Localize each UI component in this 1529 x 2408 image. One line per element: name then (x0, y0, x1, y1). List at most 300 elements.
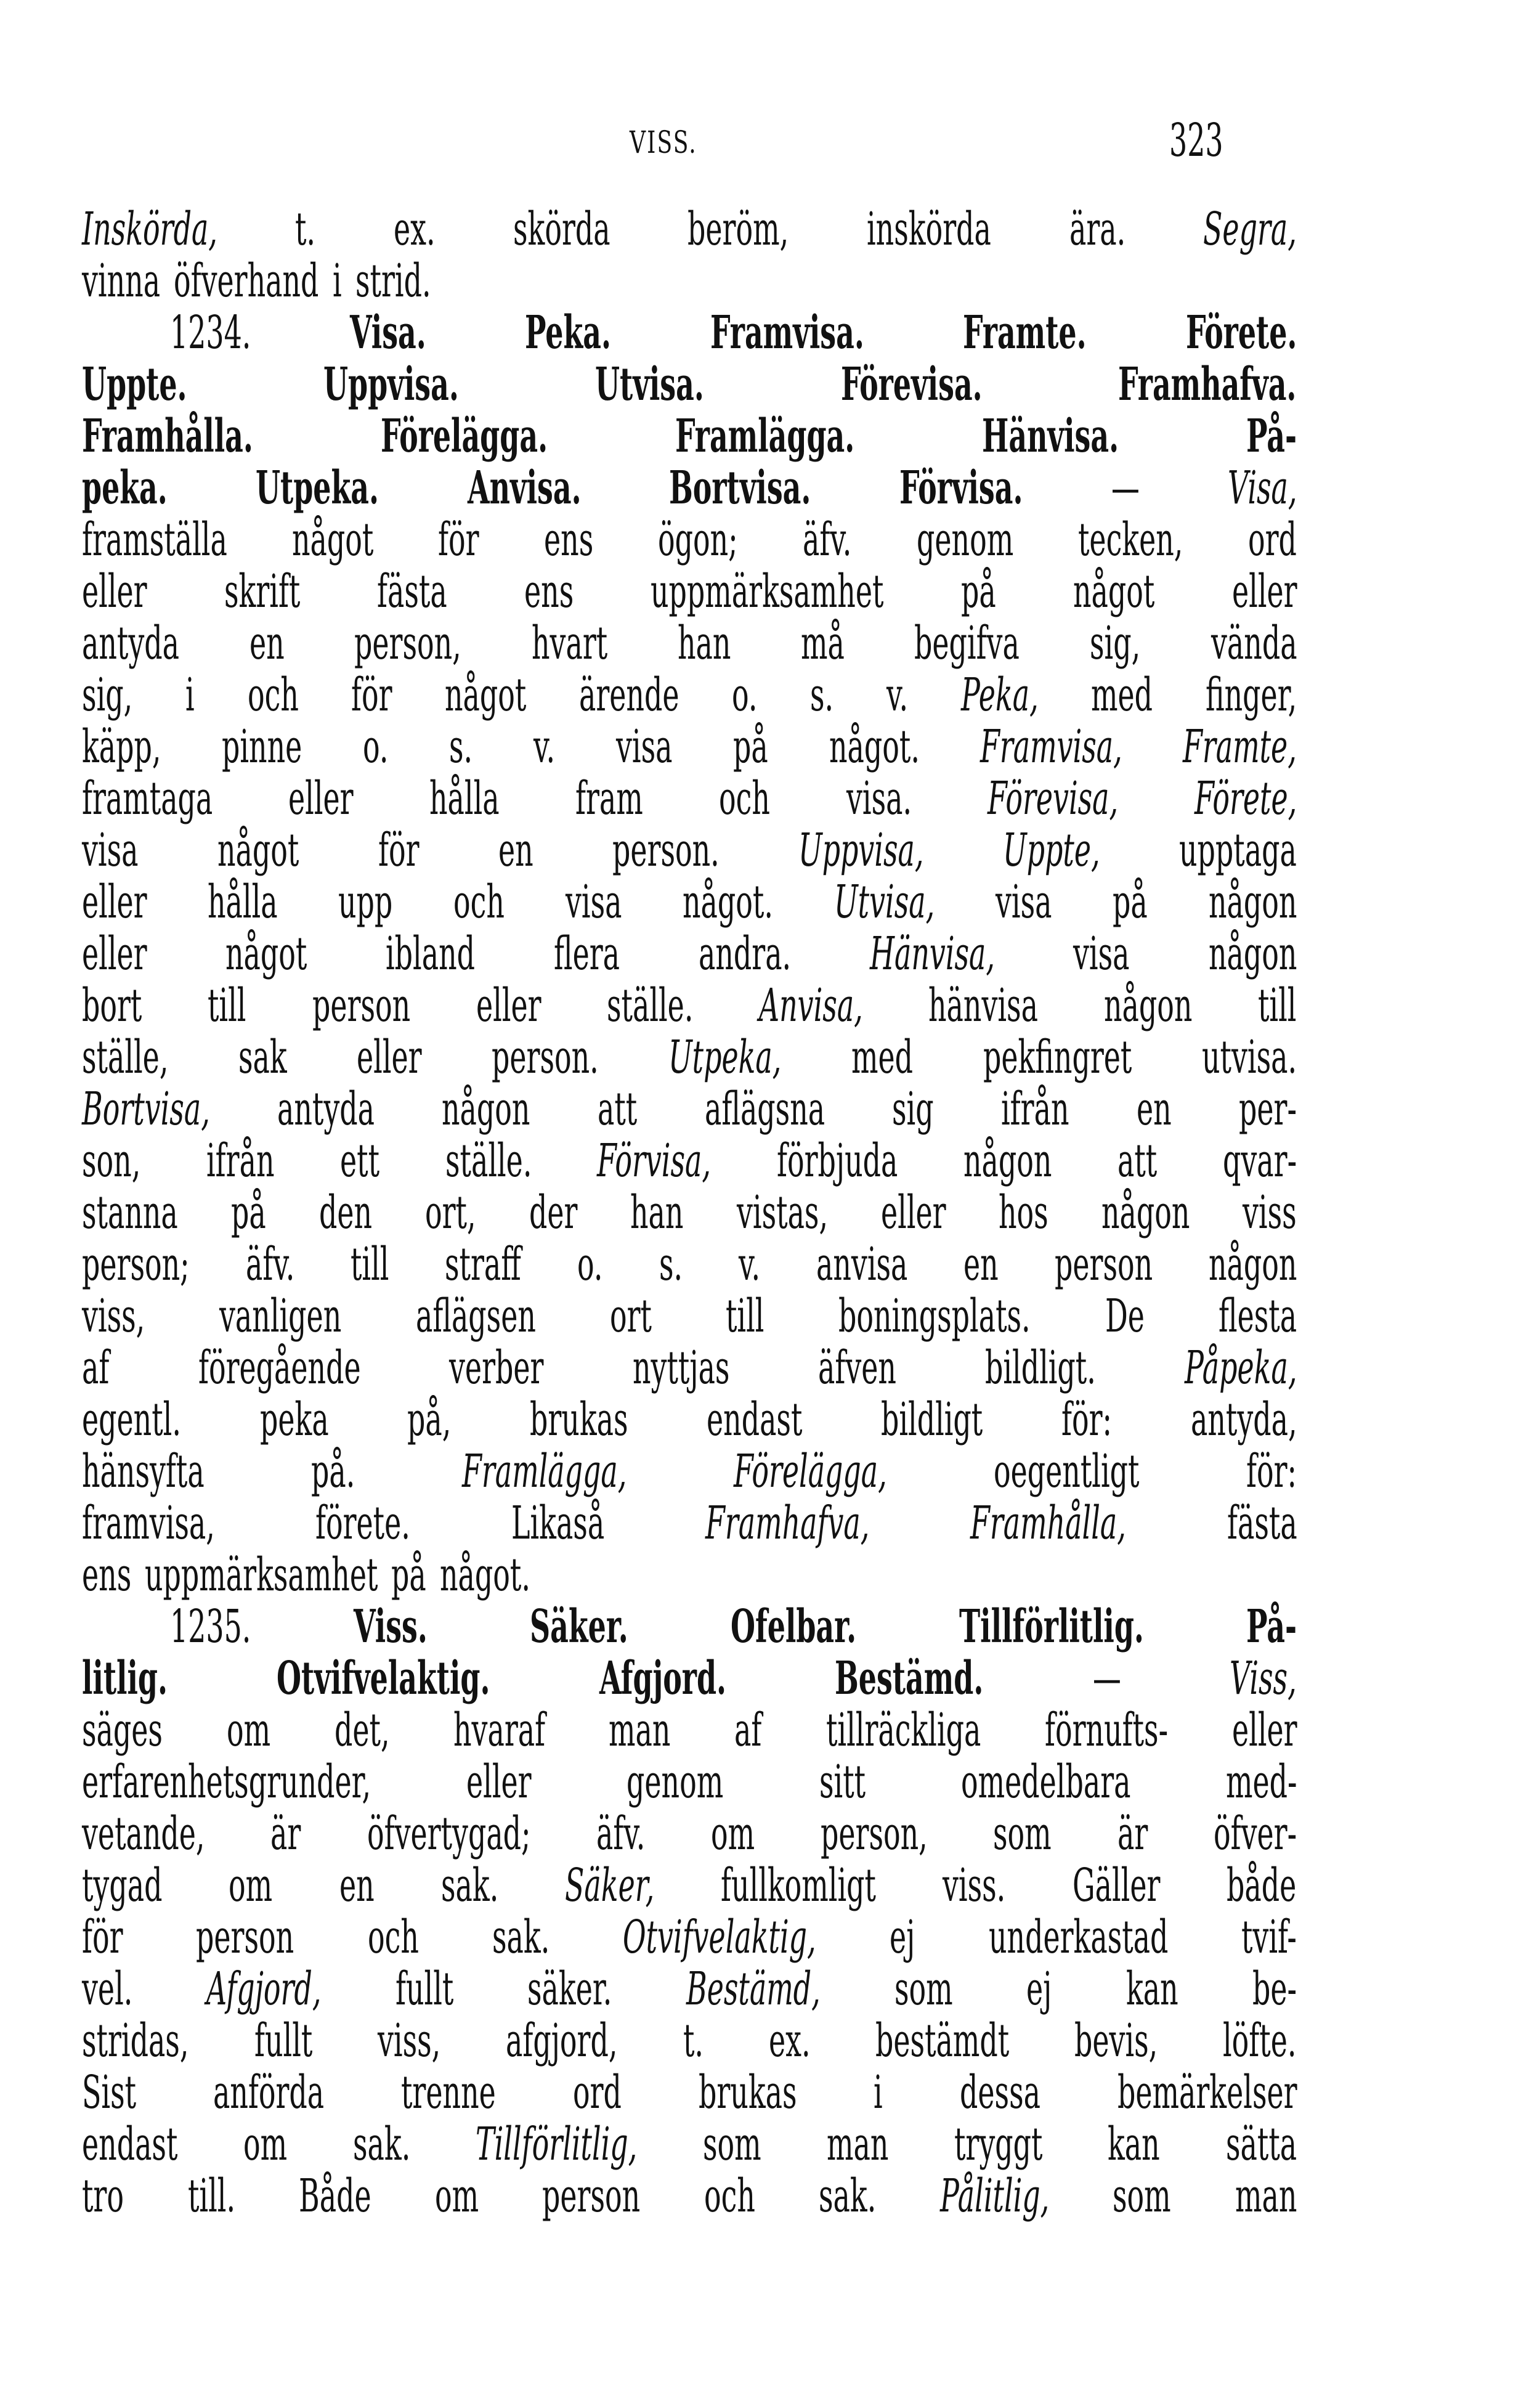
word: vetande, (82, 1807, 205, 1860)
word: den (318, 1186, 372, 1239)
text-line (82, 566, 1297, 617)
text-line (82, 1342, 1297, 1394)
word: att (1117, 1134, 1157, 1187)
text-line-content (82, 980, 1297, 1031)
text-line (82, 617, 1297, 669)
word: ögon; (658, 513, 738, 566)
word: De (1105, 1290, 1145, 1343)
word: t. (295, 203, 316, 256)
word: tecken, (1078, 513, 1183, 566)
word: någon (1101, 1186, 1190, 1239)
word: löfte. (1223, 2014, 1297, 2067)
text-line-content (82, 2170, 1297, 2222)
word: framställa (82, 513, 227, 566)
word: beröm, (687, 203, 789, 256)
word: kan (1108, 2118, 1161, 2171)
italic-term: Förete, (1194, 772, 1297, 825)
headword: Tillförlitlig. (959, 1600, 1144, 1653)
word: för (378, 824, 420, 877)
word: Sist (82, 2066, 137, 2119)
word: bort (82, 979, 142, 1032)
word: tvif- (1241, 1911, 1297, 1964)
word: pinne (221, 720, 302, 773)
word: man (609, 1704, 671, 1757)
word: fullt (254, 2014, 312, 2067)
headword: Anvisa. (467, 462, 582, 515)
word: verber (448, 1341, 544, 1394)
text-line (82, 1290, 1297, 1342)
word: ex. (768, 2014, 811, 2067)
word: o. (731, 669, 758, 722)
word: uppmärksamhet (144, 1548, 378, 1601)
text-line (82, 1031, 1297, 1083)
word: fullt (395, 1963, 454, 2015)
word: sig (892, 1083, 934, 1136)
word: t. (683, 2014, 704, 2067)
word: tillräckliga (825, 1704, 981, 1757)
word: ex. (393, 203, 436, 256)
word: någon (963, 1134, 1052, 1187)
word: må (800, 617, 845, 670)
word: sätta (1225, 2118, 1297, 2171)
word: son, (82, 1134, 141, 1187)
italic-term: Inskörda, (82, 203, 217, 256)
text-line (170, 1601, 1297, 1653)
text-line (82, 2170, 1297, 2222)
word: öfver- (1213, 1807, 1297, 1860)
word: be- (1252, 1963, 1297, 2015)
word: flesta (1218, 1290, 1297, 1343)
headword: Framhålla. (82, 410, 253, 463)
italic-term: Otvifvelaktig, (623, 1911, 816, 1964)
word: i (332, 254, 342, 307)
word: om (229, 1859, 273, 1912)
page-number: 323 (1169, 114, 1223, 167)
word: både (1227, 1859, 1297, 1912)
text-line (82, 514, 1297, 566)
text-line (82, 1653, 1297, 1704)
word: per- (1238, 1083, 1297, 1136)
word: person, (820, 1807, 928, 1860)
text-line-content (82, 1756, 1297, 1808)
text-line (170, 307, 1297, 359)
word: på (960, 565, 996, 618)
text-line-content (82, 2067, 1297, 2118)
text-line (82, 2015, 1297, 2067)
headword: Bortvisa. (669, 462, 811, 515)
word: — (1092, 1652, 1121, 1705)
word: som (1113, 2170, 1172, 2223)
word: för: (1246, 1445, 1297, 1498)
italic-term: Förvisa, (597, 1134, 712, 1187)
word: tro (82, 2170, 124, 2223)
text-line-content (82, 1963, 1297, 2015)
headword: Afgjord. (599, 1652, 726, 1705)
word: 1234. (170, 306, 251, 359)
text-line-content (82, 255, 1297, 307)
headword: Framlägga. (675, 410, 854, 463)
word: något (1073, 565, 1155, 618)
word: till (350, 1238, 389, 1291)
text-line-content (82, 203, 1297, 255)
text-line (82, 255, 1297, 307)
word: skörda (513, 203, 610, 256)
word: framvisa, (82, 1497, 215, 1550)
word: någon (1208, 927, 1297, 980)
text-line-content (82, 2015, 1297, 2067)
text-line-content (82, 1083, 1297, 1135)
word: eller (1231, 1704, 1297, 1757)
word: hänvisa (928, 979, 1039, 1032)
word: framtaga (82, 772, 213, 825)
word: begifva (914, 617, 1020, 670)
word: för (351, 669, 392, 722)
word: ställe. (607, 979, 694, 1032)
word: för (82, 1911, 123, 1964)
word: som (992, 1807, 1052, 1860)
word: ens (543, 513, 594, 566)
word: äfv. (596, 1807, 646, 1860)
word: något (225, 927, 307, 980)
word: hänsyfta (82, 1445, 205, 1498)
word: till. (187, 2170, 235, 2223)
word: Likaså (511, 1497, 604, 1550)
word: ens (82, 1548, 132, 1601)
text-line-content (82, 410, 1297, 462)
word: hålla (208, 876, 278, 929)
text-line (82, 1808, 1297, 1860)
word: o. (577, 1238, 603, 1291)
text-line-content (82, 669, 1297, 721)
word: straff (445, 1238, 522, 1291)
word: ens (524, 565, 574, 618)
italic-term: Framhålla, (970, 1497, 1126, 1550)
italic-term: Framlägga, (462, 1445, 627, 1498)
word: bestämdt (875, 2014, 1010, 2067)
word: uppmärksamhet (651, 565, 884, 618)
word: är (270, 1807, 301, 1860)
word: sak (238, 1031, 287, 1084)
text-line (82, 1860, 1297, 1911)
italic-term: Uppte, (1002, 824, 1100, 877)
word: på. (311, 1445, 355, 1498)
word: tygad (82, 1859, 163, 1912)
word: vända (1211, 617, 1297, 670)
word: eller (82, 876, 147, 929)
text-line-content (82, 566, 1297, 617)
italic-term: Påpeka, (1184, 1341, 1297, 1394)
word: och (453, 876, 505, 929)
word: ort (609, 1290, 652, 1343)
text-line-content (82, 1653, 1297, 1704)
text-line (82, 1239, 1297, 1290)
text-line (82, 1083, 1297, 1135)
word: visa. (846, 772, 912, 825)
word: han (677, 617, 731, 670)
word: en (963, 1238, 999, 1291)
word: andra. (698, 927, 792, 980)
word: pekfingret (983, 1031, 1132, 1084)
word: äfven (817, 1341, 896, 1394)
word: med- (1225, 1755, 1297, 1808)
word: af (734, 1704, 762, 1757)
word: viss (1243, 1186, 1297, 1239)
headword: Viss. (353, 1600, 428, 1653)
word: öfvertygad; (367, 1807, 531, 1860)
word: bildligt. (984, 1341, 1096, 1394)
italic-term: Pålitlig, (939, 2170, 1050, 2223)
text-line (82, 1963, 1297, 2015)
word: der (529, 1186, 578, 1239)
italic-term: Utpeka, (668, 1031, 782, 1084)
word: ställe. (445, 1134, 532, 1187)
word: v. (739, 1238, 761, 1291)
word: föregående (198, 1341, 361, 1394)
word: någon (1104, 979, 1193, 1032)
word: i (874, 2066, 883, 2119)
word: på (732, 720, 768, 773)
text-line-content (82, 1446, 1297, 1497)
word: något. (683, 876, 774, 929)
word: person; (82, 1238, 190, 1291)
word: skrift (224, 565, 301, 618)
word: egentl. (82, 1393, 181, 1446)
headword: Säker. (529, 1600, 628, 1653)
word: af (82, 1341, 110, 1394)
word: antyda (277, 1083, 375, 1136)
word: en (339, 1859, 375, 1912)
word: aflägsna (704, 1083, 825, 1136)
italic-term: Förevisa, (988, 772, 1119, 825)
word: v. (886, 669, 909, 722)
word: till (208, 979, 246, 1032)
headword: Framte. (963, 306, 1087, 359)
headword: Förelägga. (380, 410, 548, 463)
word: genom (916, 513, 1013, 566)
text-line (82, 669, 1297, 721)
text-line (82, 980, 1297, 1031)
word: trenne (401, 2066, 497, 2119)
text-line (82, 928, 1297, 980)
word: man (826, 2118, 889, 2171)
word: person (1054, 1238, 1153, 1291)
word: hvart (531, 617, 607, 670)
running-head-title: VISS. (630, 124, 697, 160)
word: och (704, 2170, 755, 2223)
word: vanligen (219, 1290, 341, 1343)
word: för: (1061, 1393, 1113, 1446)
word: eller (466, 1755, 532, 1808)
word: något (291, 513, 374, 566)
word: förbjuda (776, 1134, 898, 1187)
word: ställe, (82, 1031, 169, 1084)
text-line-content (82, 1187, 1297, 1239)
word: visa (1073, 927, 1130, 980)
word: eller (82, 565, 147, 618)
headword: Uppte. (82, 358, 187, 411)
word: sak. (819, 2170, 877, 2223)
word: förete. (315, 1497, 411, 1550)
word: person (196, 1911, 294, 1964)
headword: Förevisa. (840, 358, 983, 411)
word: o. (362, 720, 389, 773)
text-line-content (82, 1704, 1297, 1756)
word: stridas, (82, 2014, 189, 2067)
word: som (894, 1963, 953, 2015)
word: stanna (82, 1186, 178, 1239)
headword: Förvisa. (899, 462, 1023, 515)
word: om (243, 2118, 288, 2171)
headword: Bestämd. (835, 1652, 984, 1705)
text-line-content (170, 307, 1297, 359)
italic-term: Uppvisa, (798, 824, 924, 877)
word: något. (829, 720, 920, 773)
text-line-content (82, 1549, 1297, 1601)
word: vistas, (736, 1186, 828, 1239)
word: det, (334, 1704, 390, 1757)
text-line-content (82, 773, 1297, 824)
italic-term: Hänvisa, (869, 927, 995, 980)
word: — (1111, 462, 1140, 515)
text-line (82, 1704, 1297, 1756)
italic-term: Peka, (960, 669, 1039, 722)
text-line (82, 1187, 1297, 1239)
word: bemärkelser (1117, 2066, 1297, 2119)
text-line (82, 773, 1297, 824)
italic-term: Förelägga, (733, 1445, 887, 1498)
word: eller (476, 979, 541, 1032)
word: eller (357, 1031, 422, 1084)
word: man (1235, 2170, 1297, 2223)
word: flera (553, 927, 620, 980)
headword: På- (1246, 410, 1297, 463)
text-line-content (82, 1135, 1297, 1187)
word: s. (448, 720, 472, 773)
headword: litlig. (82, 1652, 168, 1705)
word: viss. (943, 1859, 1006, 1912)
word: till (726, 1290, 764, 1343)
word: ord (573, 2066, 622, 2119)
word: nyttjas (632, 1341, 730, 1394)
italic-term: Visa, (1227, 462, 1297, 515)
word: s. (809, 669, 834, 722)
word: vinna (82, 254, 161, 307)
word: med (1091, 669, 1153, 722)
word: med (851, 1031, 914, 1084)
text-line (82, 1911, 1297, 1963)
text-line-content (82, 1031, 1297, 1083)
word: någon (442, 1083, 530, 1136)
word: sig, (1090, 617, 1141, 670)
word: underkastad (988, 1911, 1168, 1964)
text-line (82, 1756, 1297, 1808)
word: viss, (377, 2014, 441, 2067)
word: äfv. (803, 513, 852, 566)
word: v. (533, 720, 555, 773)
text-line-content (82, 1497, 1297, 1549)
text-line (82, 1497, 1297, 1549)
word: bevis, (1074, 2014, 1158, 2067)
word: brukas (529, 1393, 628, 1446)
word: anförda (213, 2066, 325, 2119)
word: ifrån (206, 1134, 275, 1187)
word: kan (1126, 1963, 1178, 2015)
word: att (597, 1083, 638, 1136)
word: visa (615, 720, 673, 773)
word: genom (627, 1755, 724, 1808)
word: eller (288, 772, 354, 825)
headword: Utvisa. (595, 358, 705, 411)
word: fullkomligt (721, 1859, 877, 1912)
headword: Framhafva. (1118, 358, 1297, 411)
text-line (82, 1394, 1297, 1446)
text-line-content (82, 1342, 1297, 1394)
word: äfv. (245, 1238, 295, 1291)
word: sitt (819, 1755, 866, 1808)
text-line-content (82, 2118, 1297, 2170)
word: sak. (352, 2118, 410, 2171)
word: fästa (377, 565, 448, 618)
text-line-content (82, 928, 1297, 980)
italic-term: Säker, (564, 1859, 655, 1912)
text-line-content (82, 721, 1297, 773)
word: Gäller (1072, 1859, 1161, 1912)
word: anvisa (816, 1238, 908, 1291)
italic-term: Framte, (1183, 720, 1297, 773)
word: upptaga (1179, 824, 1297, 877)
word: person. (612, 824, 720, 877)
word: på (230, 1186, 266, 1239)
text-line-content (170, 1601, 1297, 1653)
text-line-content (82, 1808, 1297, 1860)
word: säges (82, 1704, 163, 1757)
text-line-content (82, 1239, 1297, 1290)
word: ej (1026, 1963, 1052, 2015)
word: oegentligt (994, 1445, 1140, 1498)
text-line (82, 876, 1297, 928)
text-line (82, 2118, 1297, 2170)
word: förnufts- (1044, 1704, 1168, 1757)
word: visa (565, 876, 622, 929)
text-line (82, 1549, 1297, 1601)
headword: Peka. (525, 306, 612, 359)
word: antyda (82, 617, 179, 670)
headword: peka. (82, 462, 168, 515)
word: och (719, 772, 771, 825)
italic-term: Viss, (1230, 1652, 1297, 1705)
text-line (82, 359, 1297, 410)
text-line (82, 2067, 1297, 2118)
word: tryggt (954, 2118, 1043, 2171)
italic-term: Framhafva, (705, 1497, 870, 1550)
word: eller (82, 927, 147, 980)
word: strid. (355, 254, 431, 307)
word: erfarenhetsgrunder, (82, 1755, 371, 1808)
word: eller (1231, 565, 1297, 618)
word: bildligt (881, 1393, 983, 1446)
word: aflägsen (415, 1290, 536, 1343)
word: hålla (429, 772, 500, 825)
headword: På- (1246, 1600, 1297, 1653)
word: ett (340, 1134, 380, 1187)
word: 1235. (170, 1600, 251, 1653)
word: person. (492, 1031, 599, 1084)
word: peka (259, 1393, 329, 1446)
headword: Uppvisa. (323, 358, 459, 411)
word: som (702, 2118, 761, 2171)
word: sak. (492, 1911, 550, 1964)
headword: Hänvisa. (982, 410, 1119, 463)
